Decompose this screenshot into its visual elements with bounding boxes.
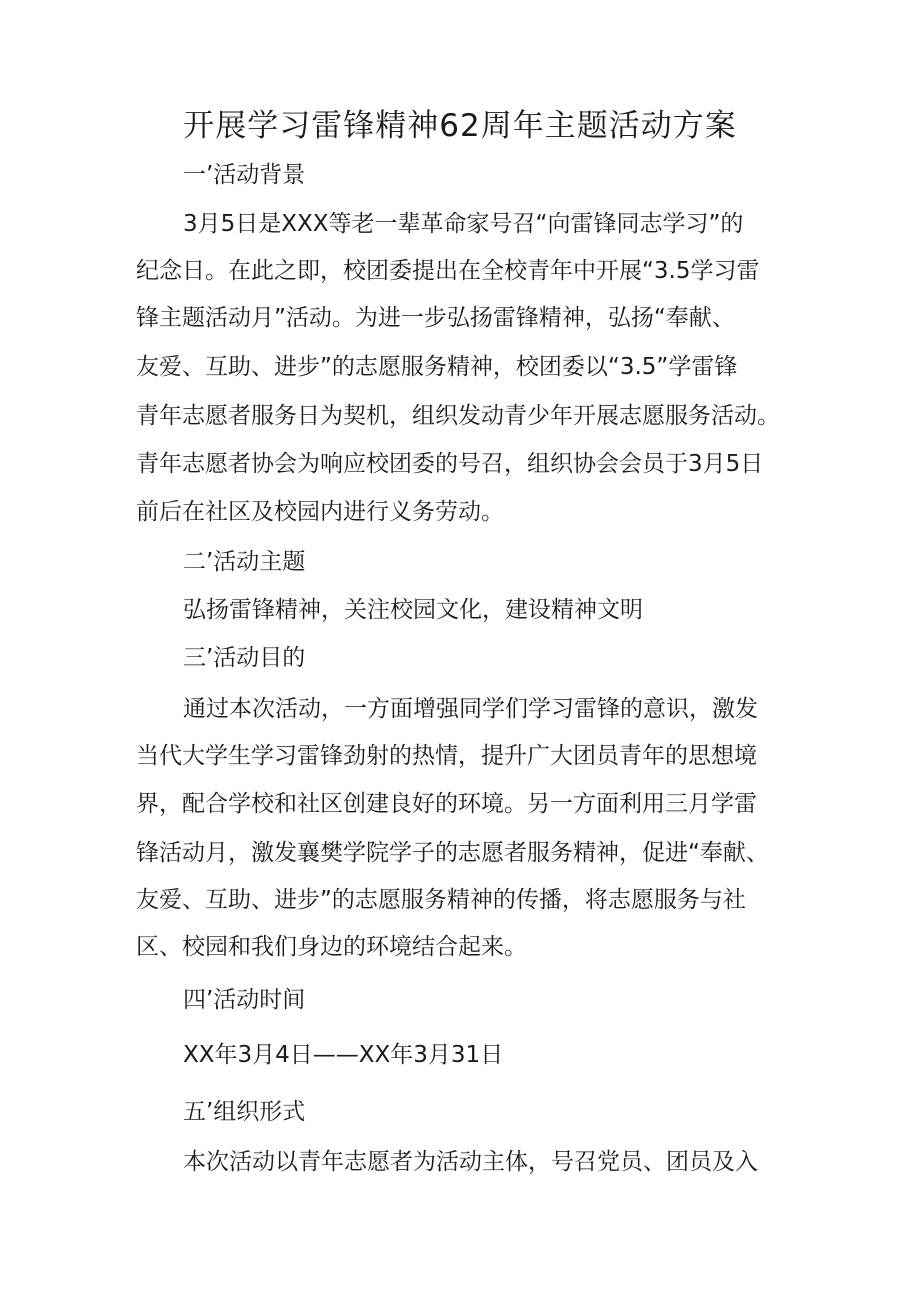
paragraph-line: 本次活动以青年志愿者为活动主体，号召党员、团员及入 [183,1149,758,1175]
paragraph-line: 纪念日。在此之即，校团委提出在全校青年中开展“3.5学习雷 [136,258,760,284]
theme-text: 弘扬雷锋精神，关注校园文化，建设精神文明 [183,597,643,623]
paragraph-line: 友爱、互助、进步”的志愿服务精神的传播，将志愿服务与社 [136,887,746,913]
section-heading-time: 四’活动时间 [183,987,306,1013]
paragraph-line: 前后在社区及校园内进行义务劳动。 [136,499,504,525]
section-heading-purpose: 三’活动目的 [183,645,306,671]
paragraph-line: 通过本次活动，一方面增强同学们学习雷锋的意识，激发 [183,696,758,722]
section-heading-theme: 二’活动主题 [183,549,306,575]
section-heading-background: 一’活动背景 [183,162,306,188]
paragraph-line: 青年志愿者服务日为契机，组织发动青少年开展志愿服务活动。 [136,403,780,429]
paragraph-line: 青年志愿者协会为响应校团委的号召，组织协会会员于3月5日 [136,451,764,477]
paragraph-line: 锋活动月，激发襄樊学院学子的志愿者服务精神，促进“奉献、 [136,840,769,866]
paragraph-line: 界，配合学校和社区创建良好的环境。另一方面利用三月学雷 [136,791,757,817]
time-text: XX年3月4日——XX年3月31日 [183,1042,504,1068]
document-title: 开展学习雷锋精神62周年主题活动方案 [183,108,737,144]
section-heading-organization: 五’组织形式 [183,1099,306,1125]
paragraph-line: 3月5日是XXX等老一辈革命家号召“向雷锋同志学习”的 [183,211,744,237]
paragraph-line: 区、校园和我们身边的环境结合起来。 [136,934,527,960]
paragraph-line: 友爱、互助、进步”的志愿服务精神，校团委以“3.5”学雷锋 [136,354,738,380]
paragraph-line: 当代大学生学习雷锋劲射的热情，提升广大团员青年的思想境 [136,743,757,769]
paragraph-line: 锋主题活动月”活动。为进一步弘扬雷锋精神，弘扬“奉献、 [136,305,735,331]
